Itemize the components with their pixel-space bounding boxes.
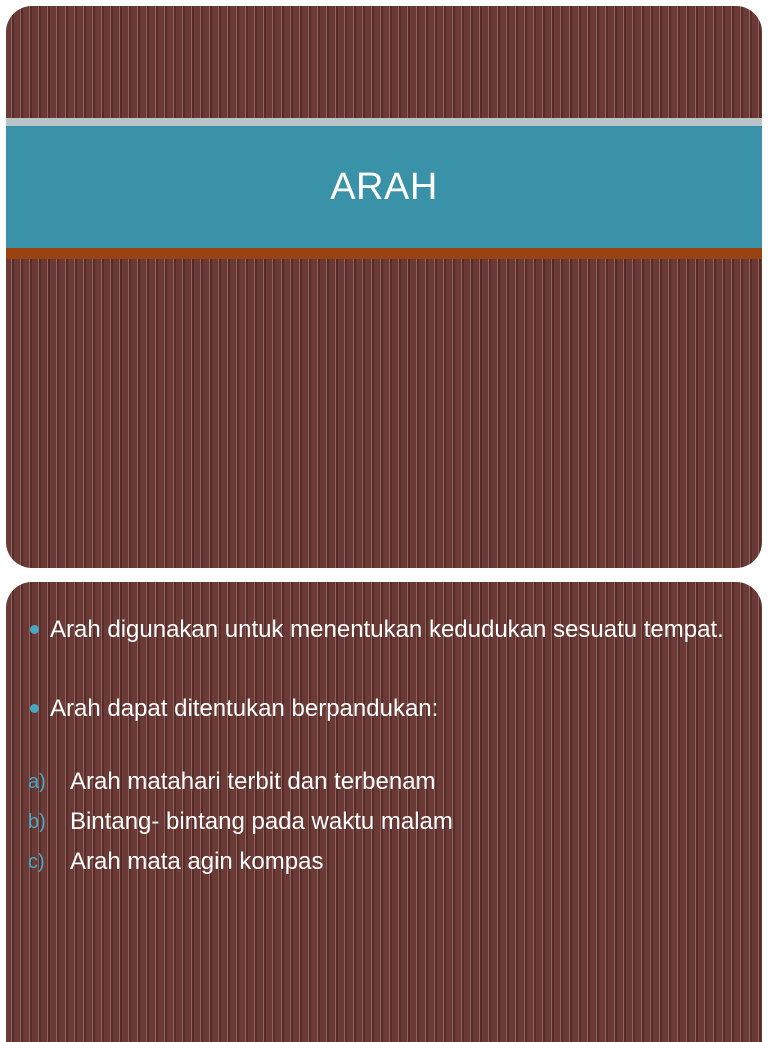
sub-item-marker: a) [28, 771, 46, 793]
sub-item-marker: b) [28, 811, 46, 833]
sub-item-text: Arah mata agin kompas [70, 848, 324, 875]
sub-item-text: Arah matahari terbit dan terbenam [70, 768, 436, 795]
slide-title: ARAH [330, 165, 438, 208]
title-band [6, 126, 762, 248]
bullet-dot-icon [30, 704, 39, 713]
content-slide [6, 582, 762, 1042]
sub-item [28, 762, 728, 802]
sub-list [28, 762, 728, 882]
title-top-stripe [6, 118, 762, 126]
bullet-text: Arah digunakan untuk menentukan kedudukan sesuatu tempat. [50, 616, 724, 643]
title-bottom-stripe [6, 248, 762, 259]
sub-item-text: Bintang- bintang pada waktu malam [70, 808, 453, 835]
title-slide [6, 6, 762, 568]
bullet-text: Arah dapat ditentukan berpandukan: [50, 695, 439, 722]
slide-content [28, 614, 728, 882]
bullet-item [28, 614, 728, 645]
sub-item-marker: c) [28, 851, 45, 873]
sub-item [28, 842, 728, 882]
bullet-item [28, 693, 728, 724]
bullet-dot-icon [30, 625, 39, 634]
sub-item [28, 802, 728, 842]
